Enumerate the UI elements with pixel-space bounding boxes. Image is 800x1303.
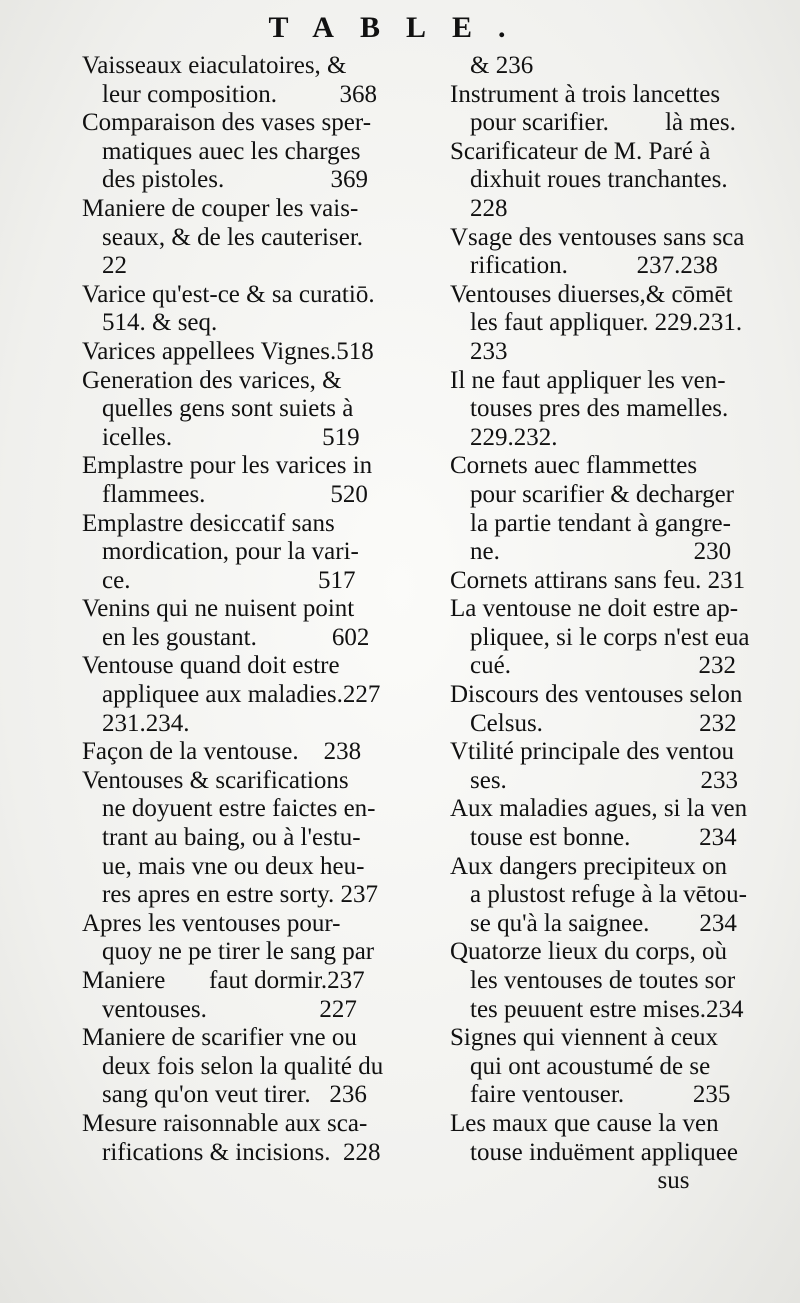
index-entry-line: qui ont acoustumé de se bbox=[470, 1052, 711, 1080]
index-entry-line: Mesure raisonnable aux sca- bbox=[82, 1109, 368, 1137]
index-entry bbox=[82, 367, 427, 453]
index-entry-line: Emplastre desiccatif sans bbox=[82, 509, 335, 537]
index-entry-line: Varice qu'est-ce & sa curatiō. bbox=[82, 280, 375, 308]
index-entry-line: Emplastre pour les varices in bbox=[82, 452, 373, 480]
index-entry bbox=[450, 595, 790, 681]
index-entry-line: res apres en estre sorty. 237 bbox=[102, 881, 379, 909]
index-entry-line: sang qu'on veut tirer. 236 bbox=[102, 1081, 367, 1109]
index-entry bbox=[82, 1024, 427, 1110]
index-entry bbox=[450, 224, 790, 281]
index-entry-line: Les maux que cause la ven bbox=[450, 1109, 719, 1137]
index-entry-line: Discours des ventouses selon bbox=[450, 681, 743, 709]
index-entry-line: ne doyuent estre faictes en- bbox=[102, 795, 376, 823]
index-entry-line: 229.232. bbox=[470, 423, 558, 451]
index-entry-line: touse est bonne. 234 bbox=[470, 824, 737, 852]
index-entry-line: a plustost refuge à la vētou- bbox=[470, 881, 747, 909]
index-entry-line: en les goustant. 602 bbox=[102, 623, 370, 651]
index-entry-line: Signes qui viennent à ceux bbox=[450, 1024, 718, 1052]
index-entry bbox=[450, 938, 790, 1024]
index-entry bbox=[450, 452, 790, 566]
index-entry-line: La ventouse ne doit estre ap- bbox=[450, 595, 739, 623]
index-entry-line: ne. 230 bbox=[470, 538, 732, 566]
page-header: TABLE. bbox=[268, 11, 532, 44]
index-entry-line: Ventouses & scarifications bbox=[82, 766, 349, 794]
index-entry-line: Generation des varices, & bbox=[82, 366, 342, 394]
index-entry-line: Il ne faut appliquer les ven- bbox=[450, 366, 726, 394]
index-entry-line: pliquee, si le corps n'est eua bbox=[470, 623, 750, 651]
index-entry-line: ue, mais vne ou deux heu- bbox=[102, 852, 365, 880]
index-entry bbox=[450, 1024, 790, 1110]
index-entry-line: ses. 233 bbox=[470, 766, 739, 794]
index-entry bbox=[450, 281, 790, 367]
index-entry bbox=[450, 853, 790, 939]
index-entry-line: ventouses. 227 bbox=[102, 995, 357, 1023]
index-entry-line: dixhuit roues tranchantes. bbox=[470, 166, 728, 194]
index-entry-line: seaux, & de les cauteriser. bbox=[102, 223, 364, 251]
index-entry-line: 22 bbox=[102, 252, 127, 280]
index-entry-line: Vtilité principale des ventou bbox=[450, 738, 734, 766]
index-entry-line: icelles. 519 bbox=[102, 423, 360, 451]
index-entry-line: Apres les ventouses pour- bbox=[82, 909, 341, 937]
index-entry-line: Ventouse quand doit estre bbox=[82, 652, 340, 680]
index-entry-line: Aux dangers precipiteux on bbox=[450, 852, 728, 880]
index-column-left bbox=[82, 52, 427, 1167]
index-column-right bbox=[450, 52, 790, 1196]
index-entry bbox=[82, 595, 427, 652]
index-entry bbox=[450, 1110, 790, 1196]
index-entry-line: Vaisseaux eiaculatoires, & bbox=[82, 52, 347, 79]
index-entry-line: Façon de la ventouse. 238 bbox=[82, 738, 362, 766]
index-entry bbox=[82, 767, 427, 910]
index-entry-line: touse induëment appliquee bbox=[470, 1138, 738, 1166]
index-entry bbox=[82, 452, 427, 509]
index-entry-line: pour scarifier. là mes. bbox=[470, 109, 736, 137]
index-entry bbox=[450, 681, 790, 738]
index-entry-line: se qu'à la saignee. 234 bbox=[470, 909, 737, 937]
index-entry bbox=[450, 567, 790, 596]
index-entry-line: Maniere de scarifier vne ou bbox=[82, 1024, 357, 1052]
index-entry-line: & 236 bbox=[470, 52, 534, 79]
index-entry-line: appliquee aux maladies.227 bbox=[102, 681, 381, 709]
index-entry bbox=[450, 138, 790, 224]
index-entry-line: ce. 517 bbox=[102, 566, 356, 594]
index-entry bbox=[450, 795, 790, 852]
index-entry-line: touses pres des mamelles. bbox=[470, 395, 729, 423]
index-entry bbox=[82, 109, 427, 195]
index-entry bbox=[450, 367, 790, 453]
index-entry bbox=[82, 510, 427, 596]
index-entry-line: Cornets auec flammettes bbox=[450, 452, 698, 480]
index-entry bbox=[82, 738, 427, 767]
index-entry-line: mordication, pour la vari- bbox=[102, 538, 359, 566]
index-entry-line: matiques auec les charges bbox=[102, 137, 361, 165]
index-entry-line: trant au baing, ou à l'estu- bbox=[102, 824, 361, 852]
index-entry bbox=[82, 281, 427, 338]
index-entry bbox=[82, 967, 427, 1024]
index-entry-line: Comparaison des vases sper- bbox=[82, 109, 372, 137]
index-entry-line: deux fois selon la qualité du bbox=[102, 1052, 384, 1080]
index-entry-line: Venins qui ne nuisent point bbox=[82, 595, 355, 623]
index-entry-line: quelles gens sont suiets à bbox=[102, 395, 354, 423]
index-entry bbox=[82, 52, 427, 109]
index-entry bbox=[82, 338, 427, 367]
index-entry bbox=[82, 1110, 427, 1167]
index-entry-line: rification. 237.238 bbox=[470, 252, 718, 280]
index-entry-line: la partie tendant à gangre- bbox=[470, 509, 731, 537]
index-entry-line: faire ventouser. 235 bbox=[470, 1081, 731, 1109]
index-entry-line: des pistoles. 369 bbox=[102, 166, 368, 194]
index-entry-line: Varices appellees Vignes.518 bbox=[82, 337, 374, 365]
index-entry-line: Aux maladies agues, si la ven bbox=[450, 795, 748, 823]
index-entry bbox=[82, 652, 427, 738]
index-entry-line: Scarificateur de M. Paré à bbox=[450, 137, 711, 165]
index-entry-line: 233 bbox=[470, 337, 508, 365]
index-entry-line: rifications & incisions. 228 bbox=[102, 1138, 381, 1166]
index-entry-line: Celsus. 232 bbox=[470, 709, 737, 737]
index-entry-line: pour scarifier & decharger bbox=[470, 480, 734, 508]
index-entry-line: quoy ne pe tirer le sang par bbox=[102, 938, 375, 966]
index-entry-line: Vsage des ventouses sans sca bbox=[450, 223, 745, 251]
index-entry bbox=[82, 195, 427, 281]
index-entry-line: tes peuuent estre mises.234 bbox=[470, 995, 744, 1023]
index-entry bbox=[450, 81, 790, 138]
index-entry-line: Maniere faut dormir.237 bbox=[82, 967, 365, 994]
index-entry-line: Quatorze lieux du corps, où bbox=[450, 938, 728, 966]
index-entry-line: 228 bbox=[470, 194, 508, 222]
index-entry bbox=[450, 52, 790, 81]
index-entry-line: leur composition. 368 bbox=[102, 80, 377, 108]
index-entry-line: cué. 232 bbox=[470, 652, 736, 680]
index-entry bbox=[450, 738, 790, 795]
index-entry-line: 514. & seq. bbox=[102, 309, 218, 337]
index-entry-line: Instrument à trois lancettes bbox=[450, 80, 721, 108]
index-entry-line: les faut appliquer. 229.231. bbox=[470, 309, 743, 337]
index-entry-line: 231.234. bbox=[102, 709, 190, 737]
index-entry-line: Ventouses diuerses,& cōmēt bbox=[450, 280, 733, 308]
index-entry-line: sus bbox=[470, 1167, 690, 1195]
index-entry-line: les ventouses de toutes sor bbox=[470, 967, 736, 994]
index-entry-line: Maniere de couper les vais- bbox=[82, 194, 359, 222]
index-entry-line: Cornets attirans sans feu. 231 bbox=[450, 566, 746, 594]
index-entry bbox=[82, 910, 427, 967]
index-entry-line: flammees. 520 bbox=[102, 480, 368, 508]
